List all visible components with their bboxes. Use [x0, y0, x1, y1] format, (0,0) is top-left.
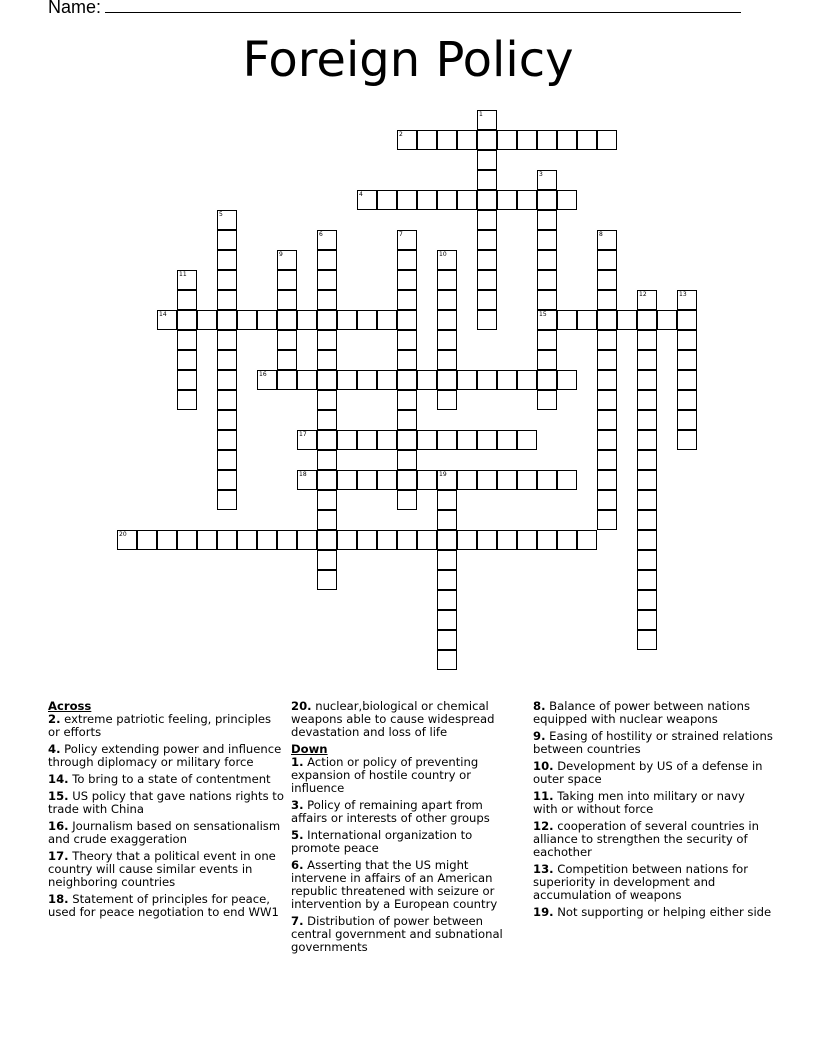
clue-number: 14. — [48, 772, 69, 786]
clue-number-label: 12 — [639, 291, 647, 298]
grid-cell[interactable] — [317, 450, 337, 470]
grid-cell[interactable] — [477, 270, 497, 290]
grid-cell[interactable] — [277, 530, 297, 550]
grid-cell[interactable] — [557, 530, 577, 550]
grid-cell[interactable] — [637, 590, 657, 610]
across-clue — [48, 790, 286, 816]
grid-cell[interactable] — [537, 130, 557, 150]
grid-cell[interactable] — [197, 530, 217, 550]
grid-cell[interactable] — [477, 530, 497, 550]
clue-text: Policy of remaining apart from affairs or interests of other groups — [291, 798, 490, 825]
grid-cell[interactable] — [317, 570, 337, 590]
grid-cell[interactable] — [277, 330, 297, 350]
clue-number-label: 2 — [399, 131, 403, 138]
grid-cell[interactable] — [537, 530, 557, 550]
grid-cell[interactable] — [337, 470, 357, 490]
grid-cell[interactable] — [397, 450, 417, 470]
grid-cell[interactable] — [177, 350, 197, 370]
grid-cell[interactable] — [437, 490, 457, 510]
grid-cell[interactable] — [677, 310, 697, 330]
clue-number: 20. — [291, 699, 312, 713]
grid-cell[interactable] — [637, 490, 657, 510]
grid-cell[interactable] — [317, 390, 337, 410]
grid-cell[interactable] — [317, 470, 337, 490]
grid-cell[interactable] — [397, 390, 417, 410]
grid-cell[interactable] — [217, 310, 237, 330]
clue-number: 13. — [533, 862, 554, 876]
clue-text: Easing of hostility or strained relations between countries — [533, 729, 773, 756]
grid-cell[interactable] — [157, 530, 177, 550]
grid-cell[interactable] — [417, 190, 437, 210]
grid-cell[interactable] — [457, 370, 477, 390]
across-clue — [48, 743, 286, 769]
grid-cell[interactable] — [597, 330, 617, 350]
grid-cell[interactable] — [657, 310, 677, 330]
clue-number-label: 20 — [119, 531, 127, 538]
grid-cell[interactable] — [637, 370, 657, 390]
down-clue — [533, 863, 773, 902]
grid-cell[interactable] — [557, 190, 577, 210]
grid-cell[interactable] — [537, 330, 557, 350]
grid-cell[interactable] — [217, 470, 237, 490]
grid-cell[interactable] — [537, 370, 557, 390]
name-label: Name: — [48, 0, 102, 17]
grid-cell[interactable] — [317, 250, 337, 270]
grid-cell[interactable] — [317, 510, 337, 530]
grid-cell[interactable] — [377, 370, 397, 390]
grid-cell[interactable] — [317, 550, 337, 570]
grid-cell[interactable] — [417, 370, 437, 390]
grid-cell[interactable] — [517, 190, 537, 210]
clue-number-label: 3 — [539, 171, 543, 178]
grid-cell[interactable] — [317, 270, 337, 290]
grid-cell[interactable] — [397, 250, 417, 270]
clue-number-label: 7 — [399, 231, 403, 238]
grid-cell[interactable] — [537, 290, 557, 310]
grid-cell[interactable] — [537, 270, 557, 290]
grid-cell[interactable] — [397, 470, 417, 490]
grid-cell[interactable] — [437, 390, 457, 410]
clue-number: 15. — [48, 789, 69, 803]
grid-cell[interactable] — [317, 330, 337, 350]
grid-cell[interactable] — [497, 190, 517, 210]
grid-cell[interactable] — [397, 190, 417, 210]
grid-cell[interactable] — [517, 370, 537, 390]
clue-text: nuclear,biological or chemical weapons able to cause widespread devastation and loss of life — [291, 699, 495, 739]
down-clue — [533, 820, 773, 859]
grid-cell[interactable] — [637, 430, 657, 450]
clues-column-1 — [48, 700, 286, 923]
down-clue — [291, 915, 511, 954]
grid-cell[interactable] — [477, 170, 497, 190]
grid-cell[interactable] — [637, 390, 657, 410]
clue-text: Distribution of power between central government and subnational governments — [291, 914, 503, 954]
grid-cell[interactable] — [297, 310, 317, 330]
clue-number: 9. — [533, 729, 546, 743]
clue-text: Taking men into military or navy with or without force — [533, 789, 745, 816]
grid-cell[interactable] — [637, 510, 657, 530]
clue-text: To bring to a state of contentment — [68, 772, 271, 786]
clue-text: Asserting that the US might intervene in affairs of an American republic threatened with seizure or intervention by a European country — [291, 858, 498, 911]
down-clue — [291, 799, 511, 825]
grid-cell[interactable] — [437, 310, 457, 330]
grid-cell[interactable] — [217, 290, 237, 310]
clue-number-label: 15 — [539, 311, 547, 318]
grid-cell[interactable] — [637, 470, 657, 490]
clue-number: 16. — [48, 819, 69, 833]
grid-cell[interactable] — [437, 190, 457, 210]
grid-cell[interactable] — [217, 350, 237, 370]
clue-text: International organization to promote peace — [291, 828, 473, 855]
grid-cell[interactable] — [357, 370, 377, 390]
grid-cell[interactable] — [257, 530, 277, 550]
clue-text: Action or policy of preventing expansion of hostile country or influence — [291, 755, 479, 795]
clue-number: 1. — [291, 755, 304, 769]
clue-text: Development by US of a defense in outer space — [533, 759, 763, 786]
grid-cell[interactable] — [537, 230, 557, 250]
clue-text: Competition between nations for superiority in development and accumulation of weapons — [533, 862, 749, 902]
clue-number: 5. — [291, 828, 304, 842]
down-heading: Down — [291, 742, 328, 756]
clue-text: cooperation of several countries in alliance to strengthen the security of eachother — [533, 819, 759, 859]
clues-column-2 — [291, 700, 511, 958]
grid-cell[interactable] — [497, 470, 517, 490]
grid-cell[interactable] — [457, 190, 477, 210]
grid-cell[interactable] — [477, 470, 497, 490]
clue-number: 6. — [291, 858, 304, 872]
down-clue — [533, 790, 773, 816]
across-clue — [48, 773, 286, 786]
down-clue — [533, 730, 773, 756]
grid-cell[interactable] — [457, 430, 477, 450]
grid-cell[interactable] — [377, 190, 397, 210]
grid-cell[interactable] — [437, 430, 457, 450]
clue-number-label: 4 — [359, 191, 363, 198]
clue-number-label: 19 — [439, 471, 447, 478]
across-heading: Across — [48, 699, 92, 713]
grid-cell[interactable] — [317, 430, 337, 450]
clue-number: 2. — [48, 712, 61, 726]
grid-cell[interactable] — [217, 270, 237, 290]
grid-cell[interactable] — [437, 370, 457, 390]
grid-cell[interactable] — [417, 530, 437, 550]
grid-cell[interactable] — [277, 270, 297, 290]
down-clue — [291, 756, 511, 795]
grid-cell[interactable] — [177, 390, 197, 410]
grid-cell[interactable] — [477, 250, 497, 270]
grid-cell[interactable] — [217, 230, 237, 250]
clue-number-label: 17 — [299, 431, 307, 438]
grid-cell[interactable] — [477, 150, 497, 170]
grid-cell[interactable] — [577, 130, 597, 150]
clue-number: 8. — [533, 699, 546, 713]
clue-number: 4. — [48, 742, 61, 756]
grid-cell[interactable] — [637, 570, 657, 590]
grid-cell[interactable] — [197, 310, 217, 330]
grid-cell[interactable] — [377, 530, 397, 550]
clue-number: 11. — [533, 789, 554, 803]
grid-cell[interactable] — [477, 430, 497, 450]
grid-cell[interactable] — [677, 390, 697, 410]
grid-cell[interactable] — [477, 370, 497, 390]
grid-cell[interactable] — [357, 310, 377, 330]
clue-text: Journalism based on sensationalism and crude exaggeration — [48, 819, 281, 846]
grid-cell[interactable] — [437, 130, 457, 150]
grid-cell[interactable] — [357, 430, 377, 450]
grid-cell[interactable] — [297, 530, 317, 550]
across-clue — [48, 713, 286, 739]
down-clue — [533, 906, 773, 919]
clue-number-label: 9 — [279, 251, 283, 258]
grid-cell[interactable] — [417, 470, 437, 490]
grid-cell[interactable] — [177, 370, 197, 390]
grid-cell[interactable] — [397, 430, 417, 450]
grid-cell[interactable] — [537, 250, 557, 270]
grid-cell[interactable] — [457, 130, 477, 150]
clue-number-label: 13 — [679, 291, 687, 298]
grid-cell[interactable] — [597, 370, 617, 390]
grid-cell[interactable] — [597, 270, 617, 290]
grid-cell[interactable] — [437, 530, 457, 550]
clue-number: 18. — [48, 892, 69, 906]
grid-cell[interactable] — [397, 330, 417, 350]
grid-cell[interactable] — [277, 290, 297, 310]
clue-number-label: 18 — [299, 471, 307, 478]
clue-text: Theory that a political event in one country will cause similar events in neighboring countries — [48, 849, 276, 889]
across-clue — [48, 850, 286, 889]
grid-cell[interactable] — [337, 530, 357, 550]
grid-cell[interactable] — [537, 350, 557, 370]
clue-text: Policy extending power and influence through diplomacy or military force — [48, 742, 282, 769]
grid-cell[interactable] — [637, 610, 657, 630]
clue-text: extreme patriotic feeling, principles or efforts — [48, 712, 272, 739]
grid-cell[interactable] — [597, 510, 617, 530]
clue-text: Not supporting or helping either side — [553, 905, 772, 919]
grid-cell[interactable] — [177, 290, 197, 310]
down-clue — [533, 760, 773, 786]
grid-cell[interactable] — [617, 310, 637, 330]
grid-cell[interactable] — [597, 450, 617, 470]
grid-cell[interactable] — [637, 550, 657, 570]
grid-cell[interactable] — [317, 410, 337, 430]
clue-number-label: 6 — [319, 231, 323, 238]
grid-cell[interactable] — [237, 310, 257, 330]
grid-cell[interactable] — [277, 310, 297, 330]
grid-cell[interactable] — [397, 310, 417, 330]
grid-cell[interactable] — [177, 530, 197, 550]
grid-cell[interactable] — [397, 490, 417, 510]
grid-cell[interactable] — [557, 470, 577, 490]
grid-cell[interactable] — [337, 370, 357, 390]
clue-text: Balance of power between nations equipped with nuclear weapons — [533, 699, 750, 726]
clue-number-label: 8 — [599, 231, 603, 238]
grid-cell[interactable] — [537, 470, 557, 490]
grid-cell[interactable] — [517, 530, 537, 550]
grid-cell[interactable] — [217, 450, 237, 470]
grid-cell[interactable] — [677, 350, 697, 370]
clue-number-label: 14 — [159, 311, 167, 318]
grid-cell[interactable] — [557, 310, 577, 330]
grid-cell[interactable] — [217, 410, 237, 430]
clue-number: 10. — [533, 759, 554, 773]
down-clue — [291, 829, 511, 855]
grid-cell[interactable] — [297, 370, 317, 390]
grid-cell[interactable] — [377, 310, 397, 330]
across-clue — [291, 700, 511, 739]
grid-cell[interactable] — [537, 210, 557, 230]
grid-cell[interactable] — [317, 350, 337, 370]
grid-cell[interactable] — [437, 610, 457, 630]
grid-cell[interactable] — [537, 190, 557, 210]
grid-cell[interactable] — [337, 310, 357, 330]
grid-cell[interactable] — [597, 470, 617, 490]
grid-cell[interactable] — [317, 370, 337, 390]
grid-cell[interactable] — [537, 390, 557, 410]
grid-cell[interactable] — [597, 250, 617, 270]
grid-cell[interactable] — [637, 310, 657, 330]
grid-cell[interactable] — [277, 370, 297, 390]
grid-cell[interactable] — [477, 190, 497, 210]
grid-cell[interactable] — [497, 370, 517, 390]
grid-cell[interactable] — [317, 290, 337, 310]
grid-cell[interactable] — [277, 350, 297, 370]
clue-number-label: 11 — [179, 271, 187, 278]
grid-cell[interactable] — [637, 410, 657, 430]
grid-cell[interactable] — [317, 310, 337, 330]
across-clue — [48, 893, 286, 919]
grid-cell[interactable] — [397, 290, 417, 310]
clue-number: 3. — [291, 798, 304, 812]
grid-cell[interactable] — [217, 490, 237, 510]
grid-cell[interactable] — [637, 450, 657, 470]
grid-cell[interactable] — [217, 370, 237, 390]
grid-cell[interactable] — [377, 430, 397, 450]
grid-cell[interactable] — [437, 330, 457, 350]
grid-cell[interactable] — [437, 570, 457, 590]
clue-text: Statement of principles for peace, used for peace negotiation to end WW1 — [48, 892, 279, 919]
grid-cell[interactable] — [437, 630, 457, 650]
grid-cell[interactable] — [177, 310, 197, 330]
grid-cell[interactable] — [677, 330, 697, 350]
clue-number: 12. — [533, 819, 554, 833]
clue-number: 19. — [533, 905, 554, 919]
grid-cell[interactable] — [217, 430, 237, 450]
grid-cell[interactable] — [437, 550, 457, 570]
grid-cell[interactable] — [437, 350, 457, 370]
grid-cell[interactable] — [437, 290, 457, 310]
grid-cell[interactable] — [437, 590, 457, 610]
grid-cell[interactable] — [477, 310, 497, 330]
clue-number-label: 10 — [439, 251, 447, 258]
grid-cell[interactable] — [357, 530, 377, 550]
grid-cell[interactable] — [437, 270, 457, 290]
grid-cell[interactable] — [217, 530, 237, 550]
grid-cell[interactable] — [477, 210, 497, 230]
grid-cell[interactable] — [597, 290, 617, 310]
grid-cell[interactable] — [457, 530, 477, 550]
grid-cell[interactable] — [597, 410, 617, 430]
grid-cell[interactable] — [677, 370, 697, 390]
grid-cell[interactable] — [337, 430, 357, 450]
down-clue — [291, 859, 511, 911]
grid-cell[interactable] — [477, 230, 497, 250]
grid-cell[interactable] — [137, 530, 157, 550]
grid-cell[interactable] — [497, 130, 517, 150]
clue-number-label: 16 — [259, 371, 267, 378]
grid-cell[interactable] — [517, 130, 537, 150]
grid-cell[interactable] — [517, 430, 537, 450]
grid-cell[interactable] — [397, 370, 417, 390]
grid-cell[interactable] — [397, 530, 417, 550]
grid-cell[interactable] — [677, 410, 697, 430]
grid-cell[interactable] — [597, 390, 617, 410]
grid-cell[interactable] — [577, 530, 597, 550]
grid-cell[interactable] — [397, 270, 417, 290]
grid-cell[interactable] — [677, 430, 697, 450]
grid-cell[interactable] — [457, 470, 477, 490]
clue-number: 17. — [48, 849, 69, 863]
grid-cell[interactable] — [597, 350, 617, 370]
grid-cell[interactable] — [557, 130, 577, 150]
grid-cell[interactable] — [317, 490, 337, 510]
grid-cell[interactable] — [477, 130, 497, 150]
grid-cell[interactable] — [517, 470, 537, 490]
grid-cell[interactable] — [557, 370, 577, 390]
grid-cell[interactable] — [637, 630, 657, 650]
down-clue — [533, 700, 773, 726]
grid-cell[interactable] — [437, 650, 457, 670]
grid-cell[interactable] — [217, 330, 237, 350]
across-clue — [48, 820, 286, 846]
clue-number-label: 5 — [219, 211, 223, 218]
grid-cell[interactable] — [177, 330, 197, 350]
page-title: Foreign Policy — [242, 32, 574, 88]
grid-cell[interactable] — [237, 530, 257, 550]
grid-cell[interactable] — [257, 310, 277, 330]
grid-cell[interactable] — [377, 470, 397, 490]
grid-cell[interactable] — [397, 410, 417, 430]
grid-cell[interactable] — [357, 470, 377, 490]
grid-cell[interactable] — [637, 350, 657, 370]
grid-cell[interactable] — [217, 390, 237, 410]
grid-cell[interactable] — [597, 430, 617, 450]
grid-cell[interactable] — [437, 510, 457, 530]
grid-cell[interactable] — [637, 530, 657, 550]
grid-cell[interactable] — [417, 130, 437, 150]
grid-cell[interactable] — [597, 310, 617, 330]
clue-text: US policy that gave nations rights to trade with China — [48, 789, 284, 816]
clue-number: 7. — [291, 914, 304, 928]
grid-cell[interactable] — [597, 130, 617, 150]
grid-cell[interactable] — [217, 250, 237, 270]
grid-cell[interactable] — [497, 430, 517, 450]
grid-cell[interactable] — [417, 430, 437, 450]
grid-cell[interactable] — [497, 530, 517, 550]
grid-cell[interactable] — [577, 310, 597, 330]
grid-cell[interactable] — [477, 290, 497, 310]
grid-cell[interactable] — [637, 330, 657, 350]
grid-cell[interactable] — [317, 530, 337, 550]
clue-number-label: 1 — [479, 111, 483, 118]
grid-cell[interactable] — [597, 490, 617, 510]
clues-column-3 — [533, 700, 773, 923]
grid-cell[interactable] — [397, 350, 417, 370]
